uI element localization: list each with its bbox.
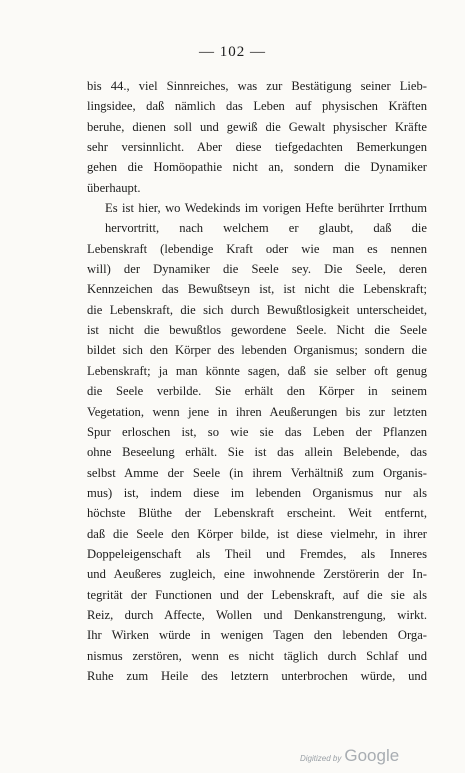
- text-line: Ihr Wirken würde in wenigen Tagen den lebenden Orga-: [87, 628, 427, 643]
- digitized-label: Digitized by: [300, 754, 342, 763]
- text-line: will) der Dynamiker die Seele sey. Die Seele, deren: [87, 262, 427, 277]
- text-line: höchste Blüthe der Lebenskraft erscheint. Weit entfernt,: [87, 506, 427, 521]
- text-line: Doppeleigenschaft als Theil und Fremdes, als Inneres: [87, 546, 427, 561]
- body-text: [87, 76, 427, 686]
- text-line: die Seele verbilde. Sie erhält den Körper in seinem: [87, 384, 427, 399]
- text-line: mus) ist, indem diese im lebenden Organismus nur als: [87, 485, 427, 500]
- text-line: daß die Seele den Körper bilde, ist diese vielmehr, in ihrer: [87, 526, 427, 541]
- text-line: überhaupt.: [87, 180, 141, 195]
- text-line: ist nicht die bewußtlos gewordene Seele. Nicht die Seele: [87, 323, 427, 338]
- text-line: Kennzeichen das Bewußtseyn ist, ist nicht die Lebenskraft;: [87, 282, 427, 297]
- text-line: sehr versinnlicht. Aber diese tiefgedachten Bemerkungen: [87, 140, 427, 155]
- text-line: Spur erloschen ist, so wie sie das Leben der Pflanzen: [87, 424, 427, 439]
- text-line: ohne Beseelung erhält. Sie ist das allein Belebende, das: [87, 445, 427, 460]
- text-line: bildet sich den Körper des lebenden Organismus; sondern die: [87, 343, 427, 358]
- text-line: Lebenskraft; ja man könnte sagen, daß sie selber oft genug: [87, 363, 427, 378]
- digitized-watermark: [300, 746, 399, 766]
- text-line: gehen die Homöopathie nicht an, sondern die Dynamiker: [87, 160, 427, 175]
- text-line: Es ist hier, wo Wedekinds im vorigen Hefte berührter Irrthum hervortritt, nach welchem er glaubt, daß die: [105, 201, 427, 236]
- text-line: und Aeußeres zugleich, eine inwohnende Zerstörerin der In-: [87, 567, 427, 582]
- text-line: nismus zerstören, wenn es nicht täglich durch Schlaf und: [87, 648, 427, 663]
- text-line: Reiz, durch Affecte, Wollen und Denkanstrengung, wirkt.: [87, 607, 427, 622]
- page-number: — 102 —: [199, 44, 266, 60]
- text-line: die Lebenskraft, die sich durch Bewußtlosigkeit unterscheidet,: [87, 302, 427, 317]
- text-line: beruhe, dienen soll und gewiß die Gewalt physischer Kräfte: [87, 119, 427, 134]
- text-line: selbst Amme der Seele (in ihrem Verhältniß zum Organis-: [87, 465, 427, 480]
- google-logo: Google: [344, 746, 400, 765]
- text-line: Ruhe zum Heile des letztern unterbrochen würde, und: [87, 668, 427, 683]
- text-line: Vegetation, wenn jene in ihren Aeußerungen bis zur letzten: [87, 404, 427, 419]
- text-line: tegrität der Functionen und der Lebenskraft, auf die sie als: [87, 587, 427, 602]
- text-line: Lebenskraft (lebendige Kraft oder wie man es nennen: [87, 241, 427, 256]
- text-line: bis 44., viel Sinnreiches, was zur Bestätigung seiner Lieb-: [87, 79, 427, 93]
- text-line: lingsidee, daß nämlich das Leben auf physischen Kräften: [87, 99, 427, 114]
